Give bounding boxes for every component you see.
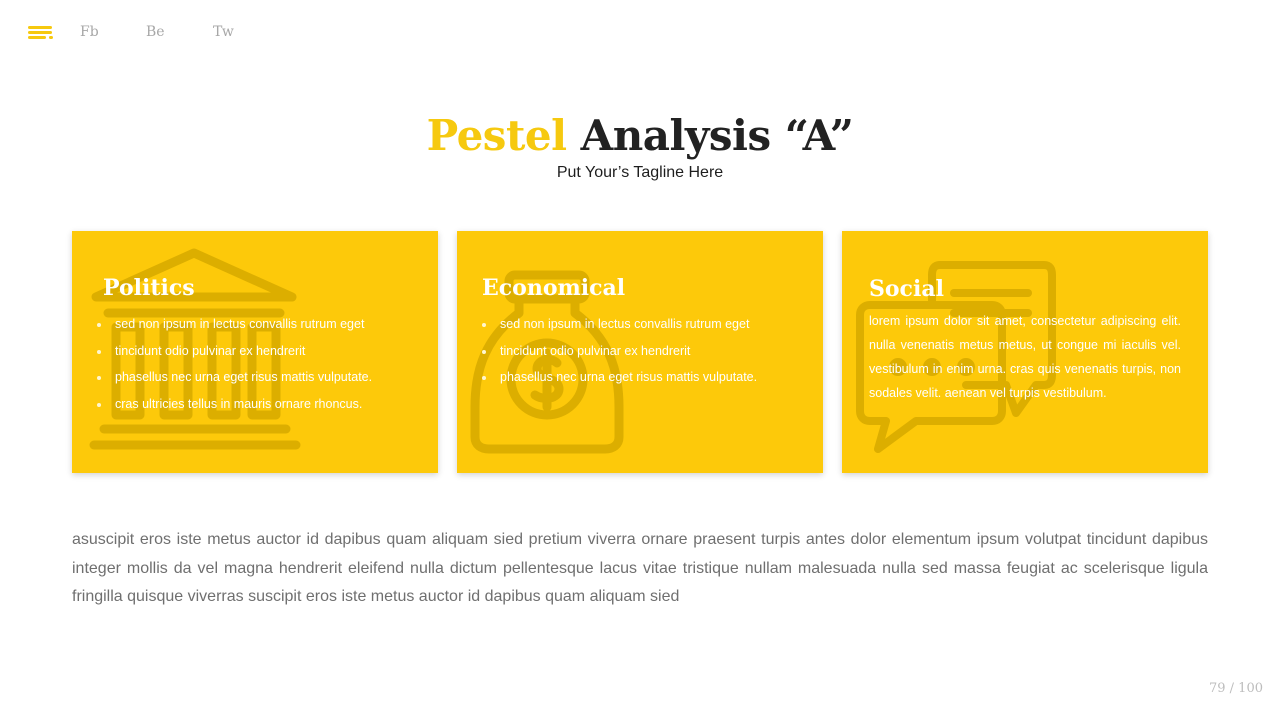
social-link-twitter[interactable]: Tw	[213, 24, 234, 40]
list-item: phasellus nec urna eget risus mattis vulputate.	[482, 364, 760, 391]
card-title: Economical	[482, 275, 626, 301]
card-body-text: lorem ipsum dolor sit amet, consectetur adipiscing elit. nulla venenatis metus metus, ut congue mi iaculis vel. vestibulum in enim urna. cras quis venenatis turpis, non sodales velit. aenean vel turpis vestibulum.	[869, 314, 1181, 400]
title-accent: Pestel	[426, 111, 567, 160]
card-social	[842, 231, 1208, 473]
page-title	[0, 108, 1280, 164]
list-item: sed non ipsum in lectus convallis rutrum eget	[97, 311, 427, 338]
social-link-facebook[interactable]: Fb	[80, 24, 99, 40]
card-bullet-list	[482, 311, 812, 391]
social-link-behance[interactable]: Be	[146, 24, 165, 40]
page-counter: 79 / 100	[1209, 681, 1263, 696]
tagline: Put Your’s Tagline Here	[556, 164, 724, 181]
list-item: tincidunt odio pulvinar ex hendrerit	[97, 338, 427, 365]
list-item: sed non ipsum in lectus convallis rutrum eget	[482, 311, 812, 338]
card-politics	[72, 231, 438, 473]
body-paragraph: asuscipit eros iste metus auctor id dapibus quam aliquam sied pretium viverra ornare praesent turpis antes dolor elementum ipsum volutpat tincidunt dapibus integer mollis da vel magna hendrerit eleifend nulla dictum pellentesque lacus vitae tristique nullam malesuada nulla sed massa feugiat ac scelerisque ligula fringilla quisque viverras suscipit eros iste metus auctor id dapibus quam aliquam sied	[72, 531, 1208, 605]
title-rest: Analysis “A”	[566, 111, 854, 160]
list-item: phasellus nec urna eget risus mattis vulputate.	[97, 364, 375, 391]
list-item: tincidunt odio pulvinar ex hendrerit	[482, 338, 812, 365]
card-title: Social	[869, 276, 944, 302]
top-nav	[28, 20, 54, 44]
list-item: cras ultricies tellus in mauris ornare rhoncus.	[97, 391, 427, 418]
hamburger-menu-icon[interactable]	[28, 22, 54, 42]
card-economical	[457, 231, 823, 473]
card-bullet-list	[97, 311, 427, 417]
card-title: Politics	[103, 275, 195, 301]
